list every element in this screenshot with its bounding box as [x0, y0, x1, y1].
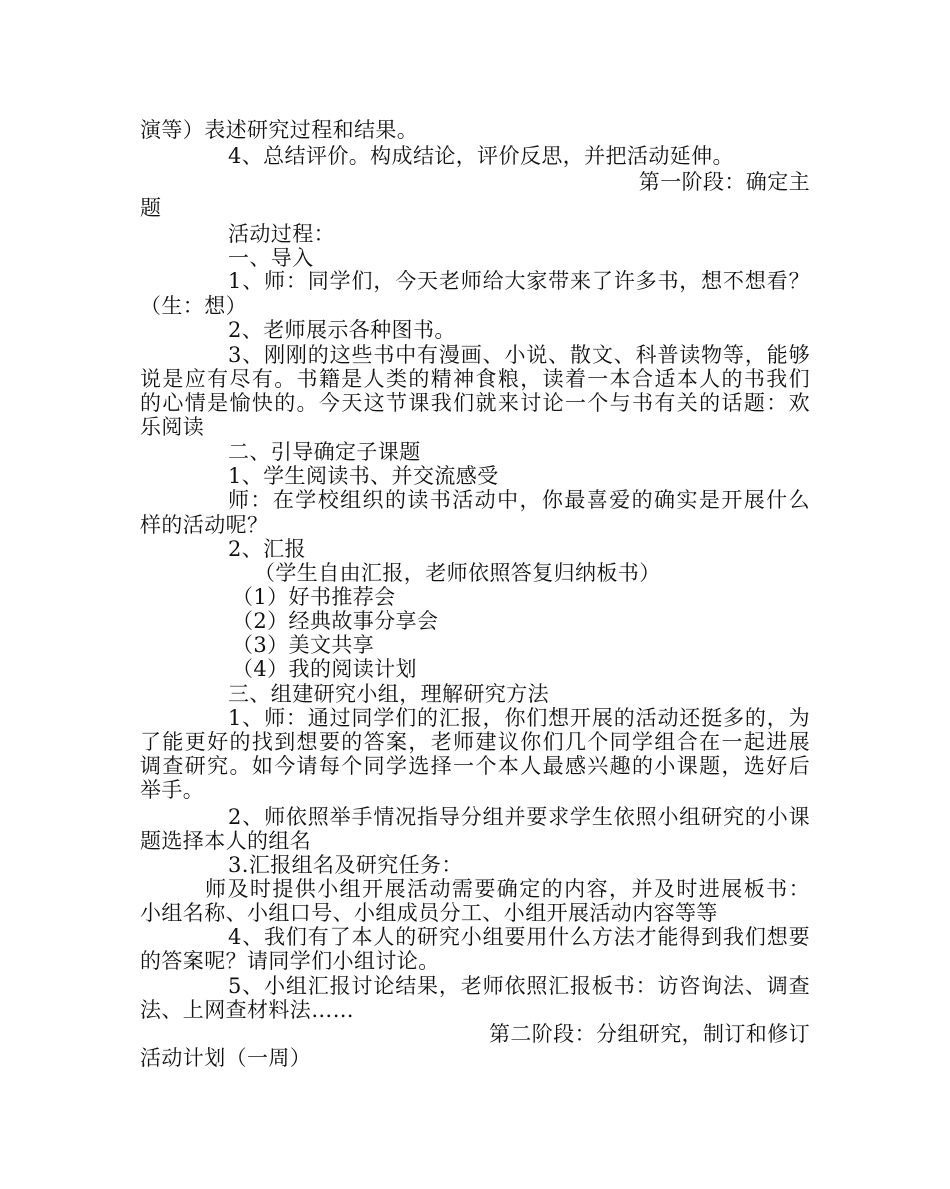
list-item: （2）经典故事分享会	[232, 609, 439, 633]
text-line: 演等）表述研究过程和结果。	[140, 118, 419, 142]
section-heading: 三、组建研究小组，理解研究方法	[228, 682, 549, 706]
list-item: （3）美文共享	[232, 633, 375, 657]
text-line: 了能更好的找到想要的答案，老师建议你们几个同学组合在一起进展	[140, 730, 810, 754]
stage-heading-continued: 活动计划（一周）	[140, 1046, 312, 1070]
list-item: （4）我的阅读计划	[232, 657, 417, 681]
text-line: 3.汇报组名及研究任务：	[228, 853, 463, 877]
list-item: （1）好书推荐会	[232, 585, 396, 609]
text-line: 样的活动呢？	[140, 513, 269, 537]
text-line: 题选择本人的组名	[140, 829, 312, 853]
text-line: 2、汇报	[228, 537, 306, 561]
text-line: 说是应有尽有。书籍是人类的精神食粮，读着一本合适本人的书我们	[140, 367, 810, 391]
text-line: 师及时提供小组开展活动需要确定的内容，并及时进展板书：	[205, 877, 810, 901]
text-line: 的心情是愉快的。今天这节课我们就来讨论一个与书有关的话题：欢	[140, 391, 810, 415]
text-line: 调查研究。如今请每个同学选择一个本人最感兴趣的小课题，选好后	[140, 754, 810, 778]
text-line: 1、师：通过同学们的汇报，你们想开展的活动还挺多的，为	[228, 706, 810, 730]
section-heading: 一、导入	[228, 246, 314, 270]
text-line: 1、师：同学们，今天老师给大家带来了许多书，想不想看？	[228, 269, 810, 293]
text-line: 1、学生阅读书、并交流感受	[228, 464, 499, 488]
text-line: 小组名称、小组口号、小组成员分工、小组开展活动内容等等	[140, 901, 718, 925]
section-label: 活动过程：	[228, 222, 335, 246]
text-line: 2、师依照举手情况指导分组并要求学生依照小组研究的小课	[228, 805, 810, 829]
text-line: 法、上网查材料法……	[140, 998, 354, 1022]
section-heading: 二、引导确定子课题	[228, 440, 421, 464]
text-line: 举手。	[140, 778, 205, 802]
text-line: 4、我们有了本人的研究小组要用什么方法才能得到我们想要	[228, 925, 810, 949]
text-line: （生：想）	[140, 294, 247, 318]
text-line: 4、总结评价。构成结论，评价反思，并把活动延伸。	[228, 144, 734, 168]
text-line: 2、老师展示各种图书。	[228, 318, 456, 342]
text-line: 5、小组汇报讨论结果，老师依照汇报板书：访咨询法、调查	[228, 974, 810, 998]
stage-heading: 第二阶段：分组研究，制订和修订	[489, 1022, 810, 1046]
text-line: （学生自由汇报，老师依照答复归纳板书）	[254, 561, 661, 585]
stage-heading-continued: 题	[140, 196, 162, 220]
text-line: 乐阅读	[140, 415, 205, 439]
stage-heading: 第一阶段：确定主	[638, 170, 810, 194]
text-line: 师：在学校组织的读书活动中，你最喜爱的确实是开展什么	[228, 488, 810, 512]
text-line: 的答案呢？请同学们小组讨论。	[140, 949, 440, 973]
text-line: 3、刚刚的这些书中有漫画、小说、散文、科普读物等，能够	[228, 343, 810, 367]
